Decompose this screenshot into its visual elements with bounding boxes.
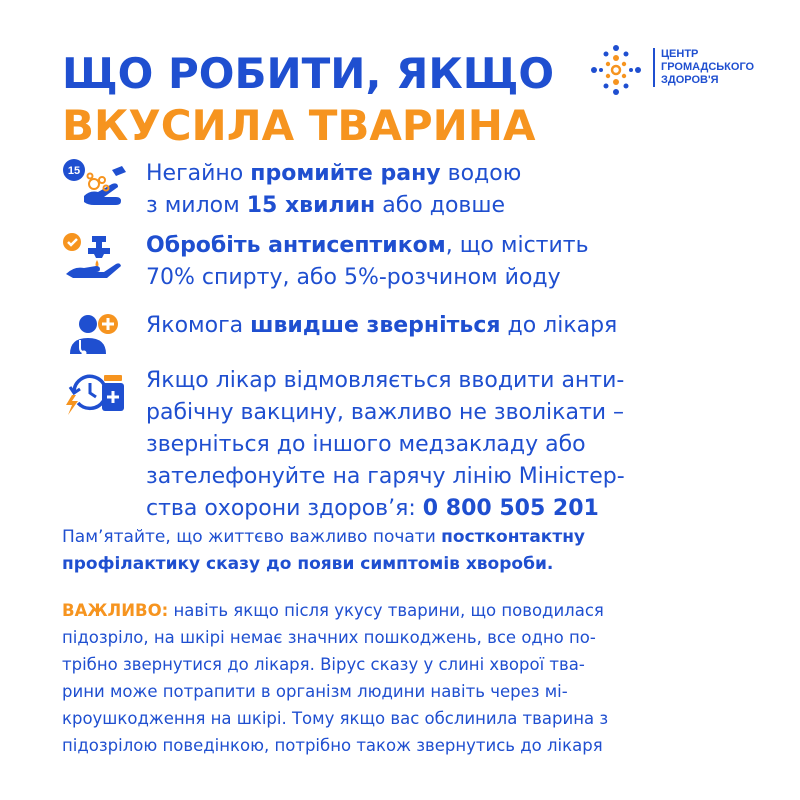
public-health-center-logo [586, 42, 756, 98]
doctor-icon [62, 310, 132, 370]
step-4-line-2: рабічну вакцину, важливо не зволікати – [146, 400, 625, 425]
remember-paragraph [62, 524, 585, 578]
step-3-line-1: Якомога швидше зверніться до лікаря [146, 313, 618, 338]
logo-line-2: ГРОМАДСЬКОГО [661, 61, 755, 73]
step-4-text [146, 365, 625, 525]
vaccine-time-icon [62, 365, 132, 425]
logo-line-1: ЦЕНТР [661, 48, 699, 60]
step-1-line-1: Негайно промийте рану водою [146, 161, 522, 186]
step-1-text [146, 158, 521, 222]
step-2-line-1: Обробіть антисептиком, що містить [146, 233, 589, 258]
important-line-2: підозріло, на шкірі немає значних пошкоджень, все одно по- [62, 628, 596, 647]
badge-15-label: 15 [67, 165, 81, 177]
important-line-3: трібно звернутися до лікаря. Вірус сказу у слині хворої тва- [62, 655, 585, 674]
title-line-2: ВКУСИЛА ТВАРИНА [62, 101, 536, 150]
important-line-6: підозрілою поведінкою, потрібно також звернутись до лікаря [62, 736, 603, 755]
logo-line-3: ЗДОРОВ'Я [661, 74, 719, 86]
step-1-line-2: з милом 15 хвилин або довше [146, 193, 506, 218]
step-4-line-4: зателефонуйте на гарячу лінію Міністер- [146, 464, 625, 489]
remember-line-1: Пам’ятайте, що життєво важливо почати постконтактну [62, 527, 586, 547]
important-line-4: рини може потрапити в організм людини навіть через мі- [62, 682, 568, 701]
important-line-1: ВАЖЛИВО: навіть якщо після укусу тварини, що поводилася [62, 601, 604, 620]
step-4-line-5: ства охорони здоров’я: 0 800 505 201 [146, 496, 599, 521]
logo-text [653, 48, 754, 87]
page-title [62, 48, 554, 152]
step-2-line-2: 70% спирту, або 5%-розчином йоду [146, 265, 561, 290]
antiseptic-icon [62, 230, 132, 290]
step-4-line-3: зверніться до іншого медзакладу або [146, 432, 586, 457]
title-line-1: ЩО РОБИТИ, ЯКЩО [62, 49, 555, 98]
step-3-text [146, 310, 617, 342]
step-4-line-1: Якщо лікар відмовляється вводити анти- [146, 368, 625, 393]
logo-dots-icon [586, 42, 646, 98]
hotline-number: 0 800 505 201 [422, 496, 599, 521]
important-label: ВАЖЛИВО: [62, 601, 169, 620]
hand-washing-15-icon [62, 158, 132, 218]
important-line-5: кроушкодження на шкірі. Тому якщо вас обслинила тварина з [62, 709, 609, 728]
remember-line-2: профілактику сказу до появи симптомів хвороби. [62, 554, 554, 574]
important-paragraph [62, 597, 608, 759]
step-2-text [146, 230, 589, 294]
